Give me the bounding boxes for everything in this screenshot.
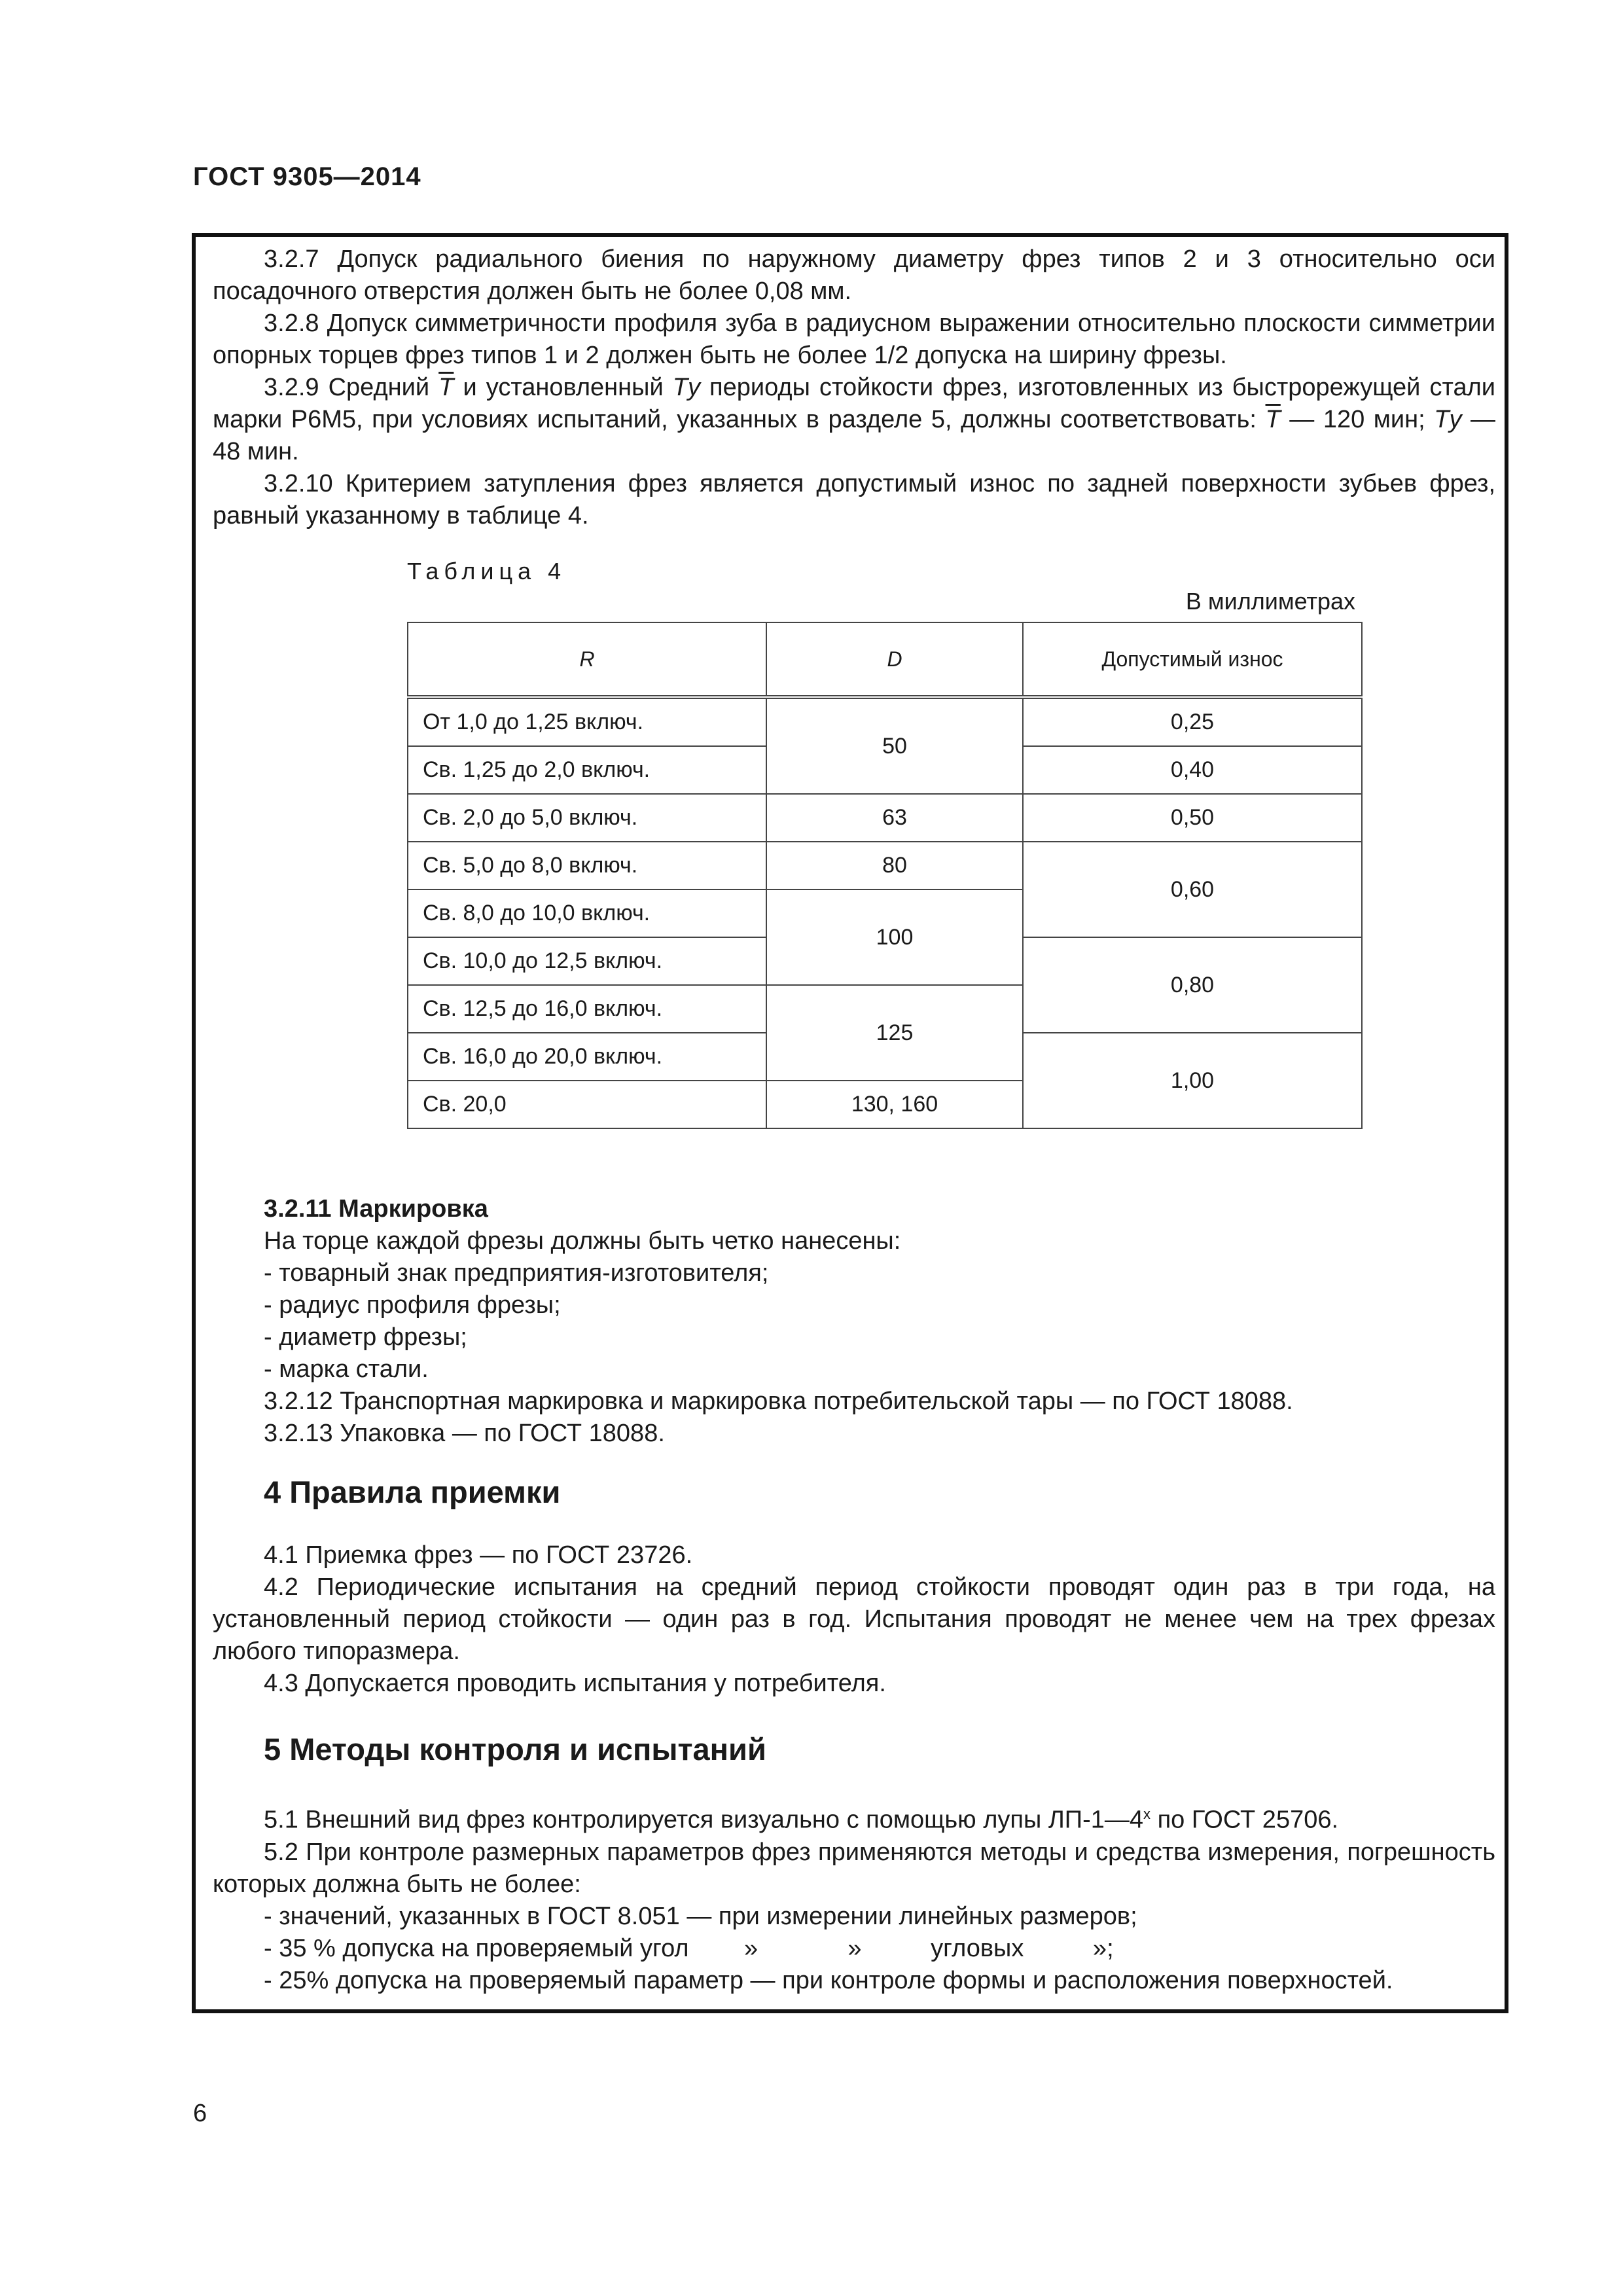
list-item: - диаметр фрезы; xyxy=(264,1323,467,1351)
marking-title: 3.2.11 Маркировка xyxy=(264,1195,488,1223)
d-cell: 63 xyxy=(766,794,1023,842)
r-cell: Св. 12,5 до 16,0 включ. xyxy=(408,985,766,1033)
table-row xyxy=(408,697,1362,746)
section-4 xyxy=(213,1476,1495,1700)
d-cell: 80 xyxy=(766,842,1023,889)
wear-cell: 1,00 xyxy=(1023,1033,1362,1128)
list-item: - марка стали. xyxy=(264,1355,429,1383)
d-cell: 50 xyxy=(766,697,1023,794)
section-5-title: 5 Методы контроля и испытаний xyxy=(264,1732,766,1767)
wear-cell: 0,80 xyxy=(1023,937,1362,1033)
table-header-row xyxy=(408,622,1362,697)
list-item: - товарный знак предприятия-изготовителя; xyxy=(264,1259,769,1287)
section-3-top xyxy=(213,243,1495,532)
table-row xyxy=(408,842,1362,889)
list-item: - 35 % допуска на проверяемый угол » » угловых »; xyxy=(264,1934,1114,1962)
r-cell: Св. 20,0 xyxy=(408,1081,766,1128)
wear-cell: 0,50 xyxy=(1023,794,1362,842)
paragraph-3-2-13: 3.2.13 Упаковка — по ГОСТ 18088. xyxy=(264,1420,665,1447)
r-cell: Св. 8,0 до 10,0 включ. xyxy=(408,889,766,937)
r-cell: Св. 1,25 до 2,0 включ. xyxy=(408,746,766,794)
r-cell: Св. 2,0 до 5,0 включ. xyxy=(408,794,766,842)
d-cell: 100 xyxy=(766,889,1023,985)
section-4-title: 4 Правила приемки xyxy=(264,1475,561,1509)
wear-cell: 0,60 xyxy=(1023,842,1362,937)
paragraph-4-2: 4.2 Периодические испытания на средний период стойкости проводят один раз в три года, на установленный период стойкости — один раз в год. Испытания проводят не менее чем на трех фрезах любого типоразмера. xyxy=(213,1573,1495,1665)
marking-intro: На торце каждой фрезы должны быть четко нанесены: xyxy=(264,1227,901,1255)
paragraph-5-1: 5.1 Внешний вид фрез контролируется визуально с помощью лупы $ЛП-1—4^х$ по ГОСТ 25706. xyxy=(264,1806,1339,1834)
r-cell: Св. 10,0 до 12,5 включ. xyxy=(408,937,766,985)
table-row xyxy=(408,794,1362,842)
paragraph-3-2-10: 3.2.10 Критерием затупления фрез является допустимый износ по задней поверхности зубьев фрез, равный указанному в таблице 4. xyxy=(213,470,1495,529)
table-caption: Таблица 4 xyxy=(407,558,567,584)
section-5 xyxy=(213,1733,1495,1997)
paragraph-3-2-12: 3.2.12 Транспортная маркировка и маркировка потребительской тары — по ГОСТ 18088. xyxy=(264,1388,1293,1415)
paragraph-4-1: 4.1 Приемка фрез — по ГОСТ 23726. xyxy=(264,1541,693,1569)
d-cell: 130, 160 xyxy=(766,1081,1023,1128)
r-cell: Св. 5,0 до 8,0 включ. xyxy=(408,842,766,889)
list-item: - 25% допуска на проверяемый параметр — при контроле формы и расположения поверхностей. xyxy=(264,1966,1393,1994)
paragraph-5-2: 5.2 При контроле размерных параметров фрез применяются методы и средства измерения, погрешность которых должна быть не более: xyxy=(213,1838,1495,1898)
page-number: 6 xyxy=(193,2100,207,2127)
wear-cell: 0,40 xyxy=(1023,746,1362,794)
header-wear: Допустимый износ xyxy=(1023,622,1362,697)
d-cell: 125 xyxy=(766,985,1023,1081)
paragraph-3-2-7: 3.2.7 Допуск радиального биения по наружному диаметру фрез типов 2 и 3 относительно оси посадочного отверстия должен быть не более 0,08 мм. xyxy=(213,245,1495,305)
document-header: ГОСТ 9305—2014 xyxy=(193,162,421,191)
header-d: D xyxy=(766,622,1023,697)
wear-cell: 0,25 xyxy=(1023,697,1362,746)
r-cell: Св. 16,0 до 20,0 включ. xyxy=(408,1033,766,1081)
table-units: В миллиметрах xyxy=(1185,588,1355,615)
list-item: - значений, указанных в ГОСТ 8.051 — при измерении линейных размеров; xyxy=(264,1902,1137,1930)
paragraph-4-3: 4.3 Допускается проводить испытания у потребителя. xyxy=(264,1670,886,1697)
paragraph-3-2-9: 3.2.9 Средний $\overline{T}$ и установленный Tу периоды стойкости фрез, изготовленных из быстрорежущей стали марки Р6М5, при условиях испытаний, указанных в разделе 5, должны соответствовать: $\overline{T}$ — 120 мин; Tу — 48 мин. xyxy=(213,374,1496,465)
list-item: - радиус профиля фрезы; xyxy=(264,1291,561,1319)
r-cell: От 1,0 до 1,25 включ. xyxy=(408,697,766,746)
wear-table xyxy=(407,622,1363,1129)
section-3-bottom xyxy=(213,1193,1495,1450)
header-r: R xyxy=(408,622,766,697)
paragraph-3-2-8: 3.2.8 Допуск симметричности профиля зуба в радиусном выражении относительно плоскости симметрии опорных торцев фрез типов 1 и 2 должен быть не более 1/2 допуска на ширину фрезы. xyxy=(213,310,1495,369)
